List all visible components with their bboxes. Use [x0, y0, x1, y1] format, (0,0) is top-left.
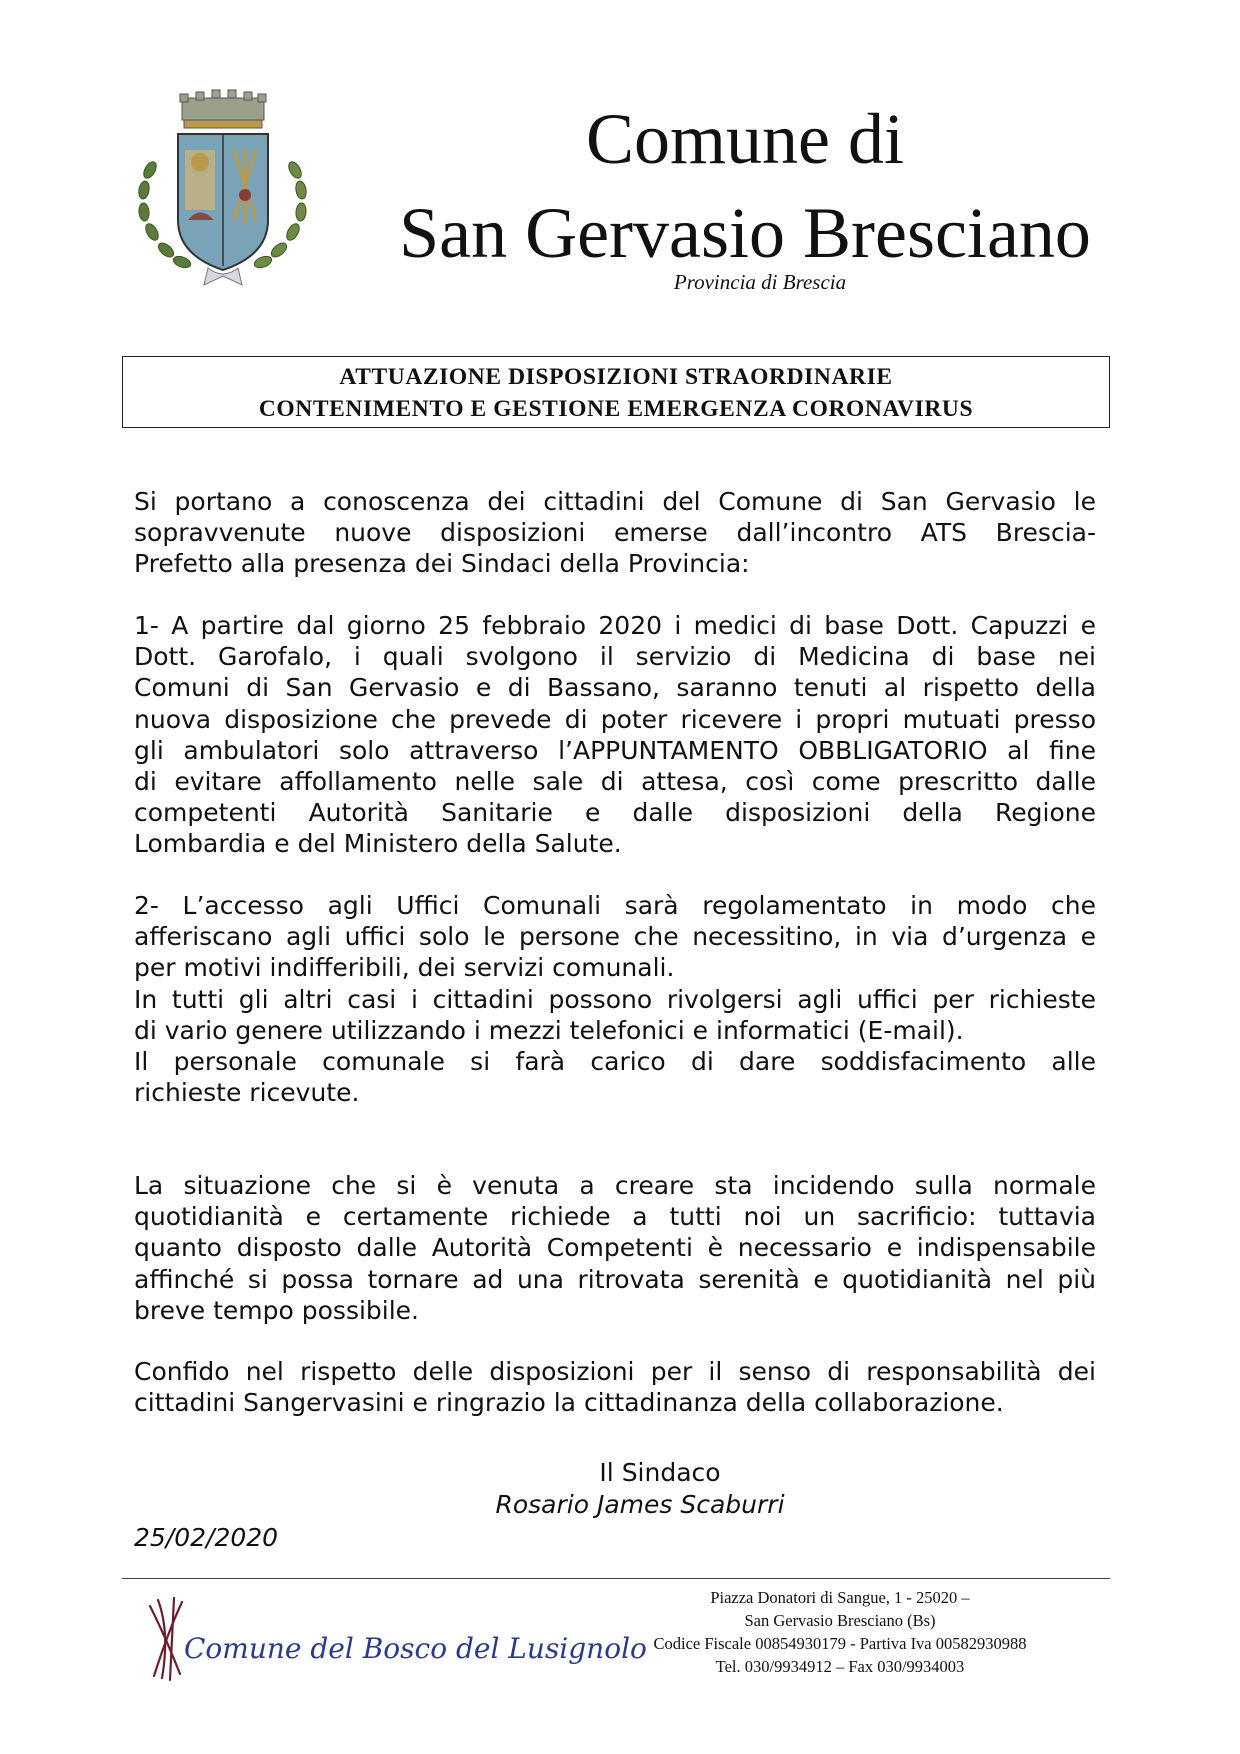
text-line: gli ambulatori solo attraverso l’APPUNTAMENTO OBBLIGATORIO al fine: [134, 735, 1096, 765]
document-date: 25/02/2020: [134, 1523, 279, 1552]
notice-title-line1: ATTUAZIONE DISPOSIZIONI STRAORDINARIE: [339, 364, 893, 390]
text-line: Il personale comunale si farà carico di dare soddisfacimento alle: [134, 1047, 1096, 1077]
text-line: In tutti gli altri casi i cittadini possono rivolgersi agli uffici per richieste: [134, 984, 1096, 1014]
paragraph-point-2: [134, 890, 1096, 1108]
paragraph-intro: [134, 486, 1096, 580]
footer-divider: [122, 1578, 1110, 1579]
bosco-del-lusignolo-logo-icon: [140, 1592, 647, 1682]
province-subtitle: Provincia di Brescia: [673, 270, 847, 294]
signature-role: Il Sindaco: [599, 1458, 721, 1487]
text-line: 2- L’accesso agli Uffici Comunali sarà regolamentato in modo che: [134, 891, 1096, 920]
text-line: di vario genere utilizzando i mezzi telefonici e informatici (E-mail).: [134, 1015, 964, 1045]
notice-title-line2: CONTENIMENTO E GESTIONE EMERGENZA CORONAVIRUS: [258, 396, 974, 422]
paragraph-closing: [134, 1356, 1096, 1418]
footer-address-line: San Gervasio Bresciano (Bs): [744, 1611, 936, 1630]
footer-address-line: Piazza Donatori di Sangue, 1 - 25020 –: [710, 1588, 970, 1607]
text-line: di evitare affollamento nelle sale di attesa, così come prescritto dalle: [134, 767, 1096, 797]
text-line: Comuni di San Gervasio e di Bassano, saranno tenuti al rispetto della: [134, 673, 1096, 703]
footer-logo-text: Comune del Bosco del Lusignolo: [184, 1632, 647, 1665]
text-line: nuova disposizione che prevede di poter ricevere i propri mutuati presso: [134, 704, 1096, 734]
municipality-title-line1: Comune di: [586, 99, 904, 179]
municipality-title-line2: San Gervasio Bresciano: [399, 193, 1091, 273]
paragraph-point-1: [134, 610, 1096, 860]
text-line: Prefetto alla presenza dei Sindaci della Provincia:: [134, 549, 750, 579]
text-line: sopravvenute nuove disposizioni emerse dall’incontro ATS Brescia-: [134, 518, 1096, 548]
text-line: Lombardia e del Ministero della Salute.: [134, 829, 622, 859]
municipal-crest-icon: [130, 90, 315, 290]
text-line: quanto disposto dalle Autorità Competenti è necessario e indispensabile: [134, 1233, 1096, 1263]
text-line: 1- A partire dal giorno 25 febbraio 2020 i medici di base Dott. Capuzzi e: [134, 611, 1096, 640]
text-line: Confido nel rispetto delle disposizioni per il senso di responsabilità dei: [134, 1357, 1096, 1386]
signature-name: Rosario James Scaburri: [495, 1490, 785, 1519]
notice-title-box: [122, 356, 1110, 428]
text-line: La situazione che si è venuta a creare sta incidendo sulla normale: [134, 1171, 1096, 1200]
footer-address-block: [560, 1586, 1120, 1678]
text-line: cittadini Sangervasini e ringrazio la cittadinanza della collaborazione.: [134, 1388, 1004, 1418]
footer-fiscal-code: Codice Fiscale 00854930179 - Partiva Iva 00582930988: [653, 1634, 1027, 1653]
text-line: competenti Autorità Sanitarie e dalle disposizioni della Regione: [134, 798, 1096, 828]
text-line: afferiscano agli uffici solo le persone che necessitino, in via d’urgenza e: [134, 922, 1096, 952]
text-line: breve tempo possibile.: [134, 1295, 419, 1325]
text-line: per motivi indifferibili, dei servizi comunali.: [134, 953, 675, 983]
paragraph-situation: [134, 1170, 1096, 1326]
text-line: Dott. Garofalo, i quali svolgono il servizio di Medicina di base nei: [134, 642, 1096, 672]
text-line: Si portano a conoscenza dei cittadini del Comune di San Gervasio le: [134, 487, 1096, 516]
text-line: richieste ricevute.: [134, 1078, 360, 1108]
footer-phone-fax: Tel. 030/9934912 – Fax 030/9934003: [715, 1657, 965, 1676]
text-line: affinché si possa tornare ad una ritrovata serenità e quotidianità nel più: [134, 1264, 1096, 1294]
text-line: quotidianità e certamente richiede a tutti noi un sacrificio: tuttavia: [134, 1202, 1096, 1232]
